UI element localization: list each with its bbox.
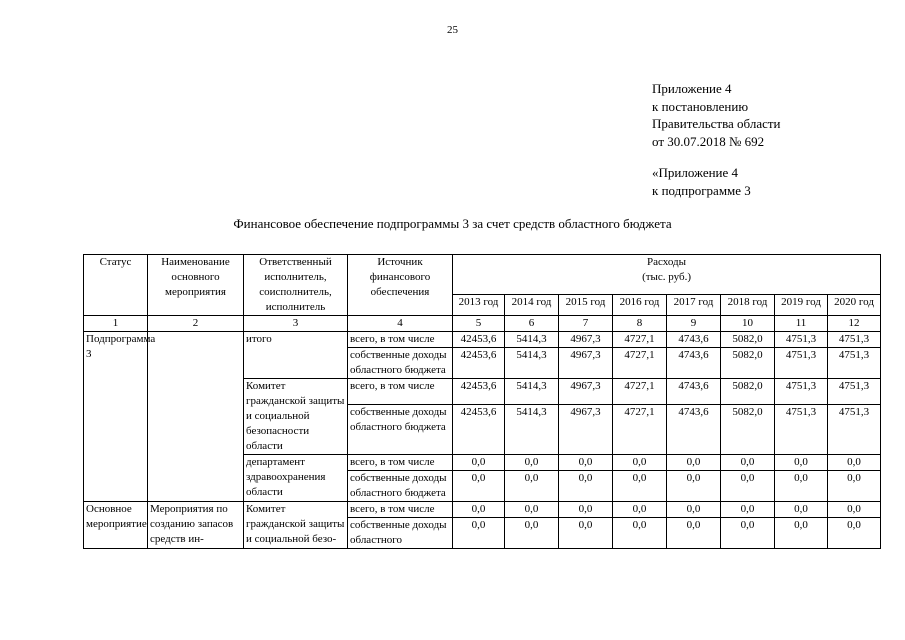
value-cell: 42453,6 bbox=[453, 379, 505, 405]
status-cell: Основное мероприятие bbox=[84, 502, 148, 549]
page-number: 25 bbox=[447, 24, 458, 36]
header-executor: Ответственный исполнитель, соисполнитель, исполнитель bbox=[244, 255, 348, 316]
value-cell: 0,0 bbox=[667, 518, 721, 549]
value-cell: 0,0 bbox=[667, 455, 721, 471]
value-cell: 4967,3 bbox=[559, 332, 613, 348]
value-cell: 0,0 bbox=[505, 455, 559, 471]
year-header: 2014 год bbox=[505, 295, 559, 316]
name-cell bbox=[148, 332, 244, 502]
value-cell: 0,0 bbox=[505, 471, 559, 502]
year-header: 2017 год bbox=[667, 295, 721, 316]
executor-cell: Комитет гражданской защиты и социальной безо- bbox=[244, 502, 348, 549]
value-cell: 0,0 bbox=[721, 518, 775, 549]
value-cell: 0,0 bbox=[559, 455, 613, 471]
source-cell: собственные доходы областного бюджета bbox=[348, 348, 453, 379]
value-cell: 5414,3 bbox=[505, 404, 559, 454]
source-cell: собственные доходы областного бюджета bbox=[348, 471, 453, 502]
header-expenses-title: Расходы bbox=[647, 256, 687, 268]
source-cell: всего, в том числе bbox=[348, 379, 453, 405]
column-number-row bbox=[84, 316, 881, 332]
value-cell: 42453,6 bbox=[453, 348, 505, 379]
value-cell: 0,0 bbox=[559, 518, 613, 549]
value-cell: 0,0 bbox=[505, 502, 559, 518]
value-cell: 0,0 bbox=[775, 455, 828, 471]
value-cell: 0,0 bbox=[828, 471, 881, 502]
value-cell: 0,0 bbox=[667, 502, 721, 518]
value-cell: 0,0 bbox=[775, 471, 828, 502]
financing-table bbox=[83, 254, 881, 549]
value-cell: 0,0 bbox=[721, 455, 775, 471]
year-header: 2015 год bbox=[559, 295, 613, 316]
value-cell: 0,0 bbox=[775, 518, 828, 549]
year-header: 2020 год bbox=[828, 295, 881, 316]
value-cell: 0,0 bbox=[505, 518, 559, 549]
value-cell: 0,0 bbox=[613, 455, 667, 471]
value-cell: 42453,6 bbox=[453, 404, 505, 454]
header-expenses bbox=[453, 255, 881, 295]
value-cell: 42453,6 bbox=[453, 332, 505, 348]
column-number: 1 bbox=[84, 316, 148, 332]
subprogram-annex-reference bbox=[652, 164, 751, 199]
annex-line: к постановлению bbox=[652, 98, 749, 114]
value-cell: 4727,1 bbox=[613, 379, 667, 405]
annex-line: «Приложение 4 bbox=[652, 165, 739, 180]
value-cell: 4751,3 bbox=[828, 348, 881, 379]
value-cell: 0,0 bbox=[453, 455, 505, 471]
value-cell: 5414,3 bbox=[505, 348, 559, 379]
year-header: 2013 год bbox=[453, 295, 505, 316]
value-cell: 0,0 bbox=[828, 518, 881, 549]
executor-cell: Комитет гражданской защиты и социальной безопасности области bbox=[244, 379, 348, 455]
value-cell: 0,0 bbox=[613, 471, 667, 502]
annex-line: к подпрограмме 3 bbox=[652, 182, 751, 198]
source-cell: всего, в том числе bbox=[348, 332, 453, 348]
value-cell: 0,0 bbox=[453, 518, 505, 549]
value-cell: 5082,0 bbox=[721, 379, 775, 405]
value-cell: 4727,1 bbox=[613, 404, 667, 454]
value-cell: 4967,3 bbox=[559, 379, 613, 405]
year-header: 2016 год bbox=[613, 295, 667, 316]
value-cell: 4751,3 bbox=[828, 332, 881, 348]
value-cell: 0,0 bbox=[667, 471, 721, 502]
table-row bbox=[84, 502, 881, 518]
annex-line: от 30.07.2018 № 692 bbox=[652, 133, 765, 149]
executor-cell: департамент здравоохранения области bbox=[244, 455, 348, 502]
source-cell: всего, в том числе bbox=[348, 455, 453, 471]
value-cell: 5082,0 bbox=[721, 332, 775, 348]
value-cell: 4967,3 bbox=[559, 348, 613, 379]
column-number: 11 bbox=[775, 316, 828, 332]
status-cell: Подпрограмма 3 bbox=[84, 332, 148, 502]
value-cell: 4727,1 bbox=[613, 348, 667, 379]
value-cell: 0,0 bbox=[721, 502, 775, 518]
value-cell: 0,0 bbox=[453, 502, 505, 518]
name-cell: Мероприятия по созданию запасов средств ин- bbox=[148, 502, 244, 549]
value-cell: 4751,3 bbox=[775, 379, 828, 405]
column-number: 6 bbox=[505, 316, 559, 332]
column-number: 2 bbox=[148, 316, 244, 332]
column-number: 5 bbox=[453, 316, 505, 332]
annex-reference bbox=[652, 80, 781, 150]
year-header: 2018 год bbox=[721, 295, 775, 316]
value-cell: 0,0 bbox=[613, 502, 667, 518]
column-number: 8 bbox=[613, 316, 667, 332]
source-cell: собственные доходы областного bbox=[348, 518, 453, 549]
value-cell: 5414,3 bbox=[505, 332, 559, 348]
source-cell: всего, в том числе bbox=[348, 502, 453, 518]
year-header: 2019 год bbox=[775, 295, 828, 316]
column-number: 4 bbox=[348, 316, 453, 332]
value-cell: 0,0 bbox=[721, 471, 775, 502]
value-cell: 5082,0 bbox=[721, 348, 775, 379]
value-cell: 0,0 bbox=[559, 502, 613, 518]
value-cell: 0,0 bbox=[613, 518, 667, 549]
document-title: Финансовое обеспечение подпрограммы 3 за счет средств областного бюджета bbox=[233, 216, 672, 231]
value-cell: 0,0 bbox=[775, 502, 828, 518]
value-cell: 4751,3 bbox=[775, 332, 828, 348]
value-cell: 4743,6 bbox=[667, 379, 721, 405]
executor-cell: итого bbox=[244, 332, 348, 379]
table-row bbox=[84, 332, 881, 348]
value-cell: 0,0 bbox=[828, 455, 881, 471]
column-number: 10 bbox=[721, 316, 775, 332]
value-cell: 4967,3 bbox=[559, 404, 613, 454]
value-cell: 0,0 bbox=[828, 502, 881, 518]
value-cell: 5082,0 bbox=[721, 404, 775, 454]
header-source: Источник финансового обеспечения bbox=[348, 255, 453, 316]
value-cell: 4727,1 bbox=[613, 332, 667, 348]
value-cell: 4751,3 bbox=[828, 379, 881, 405]
annex-line: Правительства области bbox=[652, 116, 781, 132]
value-cell: 4743,6 bbox=[667, 332, 721, 348]
header-expenses-unit: (тыс. руб.) bbox=[642, 271, 692, 283]
value-cell: 0,0 bbox=[453, 471, 505, 502]
value-cell: 4743,6 bbox=[667, 404, 721, 454]
header-name: Наименование основного мероприятия bbox=[148, 255, 244, 316]
source-cell: собственные доходы областного бюджета bbox=[348, 404, 453, 454]
column-number: 7 bbox=[559, 316, 613, 332]
header-row bbox=[84, 255, 881, 295]
column-number: 12 bbox=[828, 316, 881, 332]
value-cell: 5414,3 bbox=[505, 379, 559, 405]
annex-line: Приложение 4 bbox=[652, 81, 732, 96]
column-number: 3 bbox=[244, 316, 348, 332]
value-cell: 4751,3 bbox=[775, 348, 828, 379]
column-number: 9 bbox=[667, 316, 721, 332]
value-cell: 4751,3 bbox=[828, 404, 881, 454]
header-status: Статус bbox=[84, 255, 148, 316]
value-cell: 0,0 bbox=[559, 471, 613, 502]
value-cell: 4743,6 bbox=[667, 348, 721, 379]
value-cell: 4751,3 bbox=[775, 404, 828, 454]
